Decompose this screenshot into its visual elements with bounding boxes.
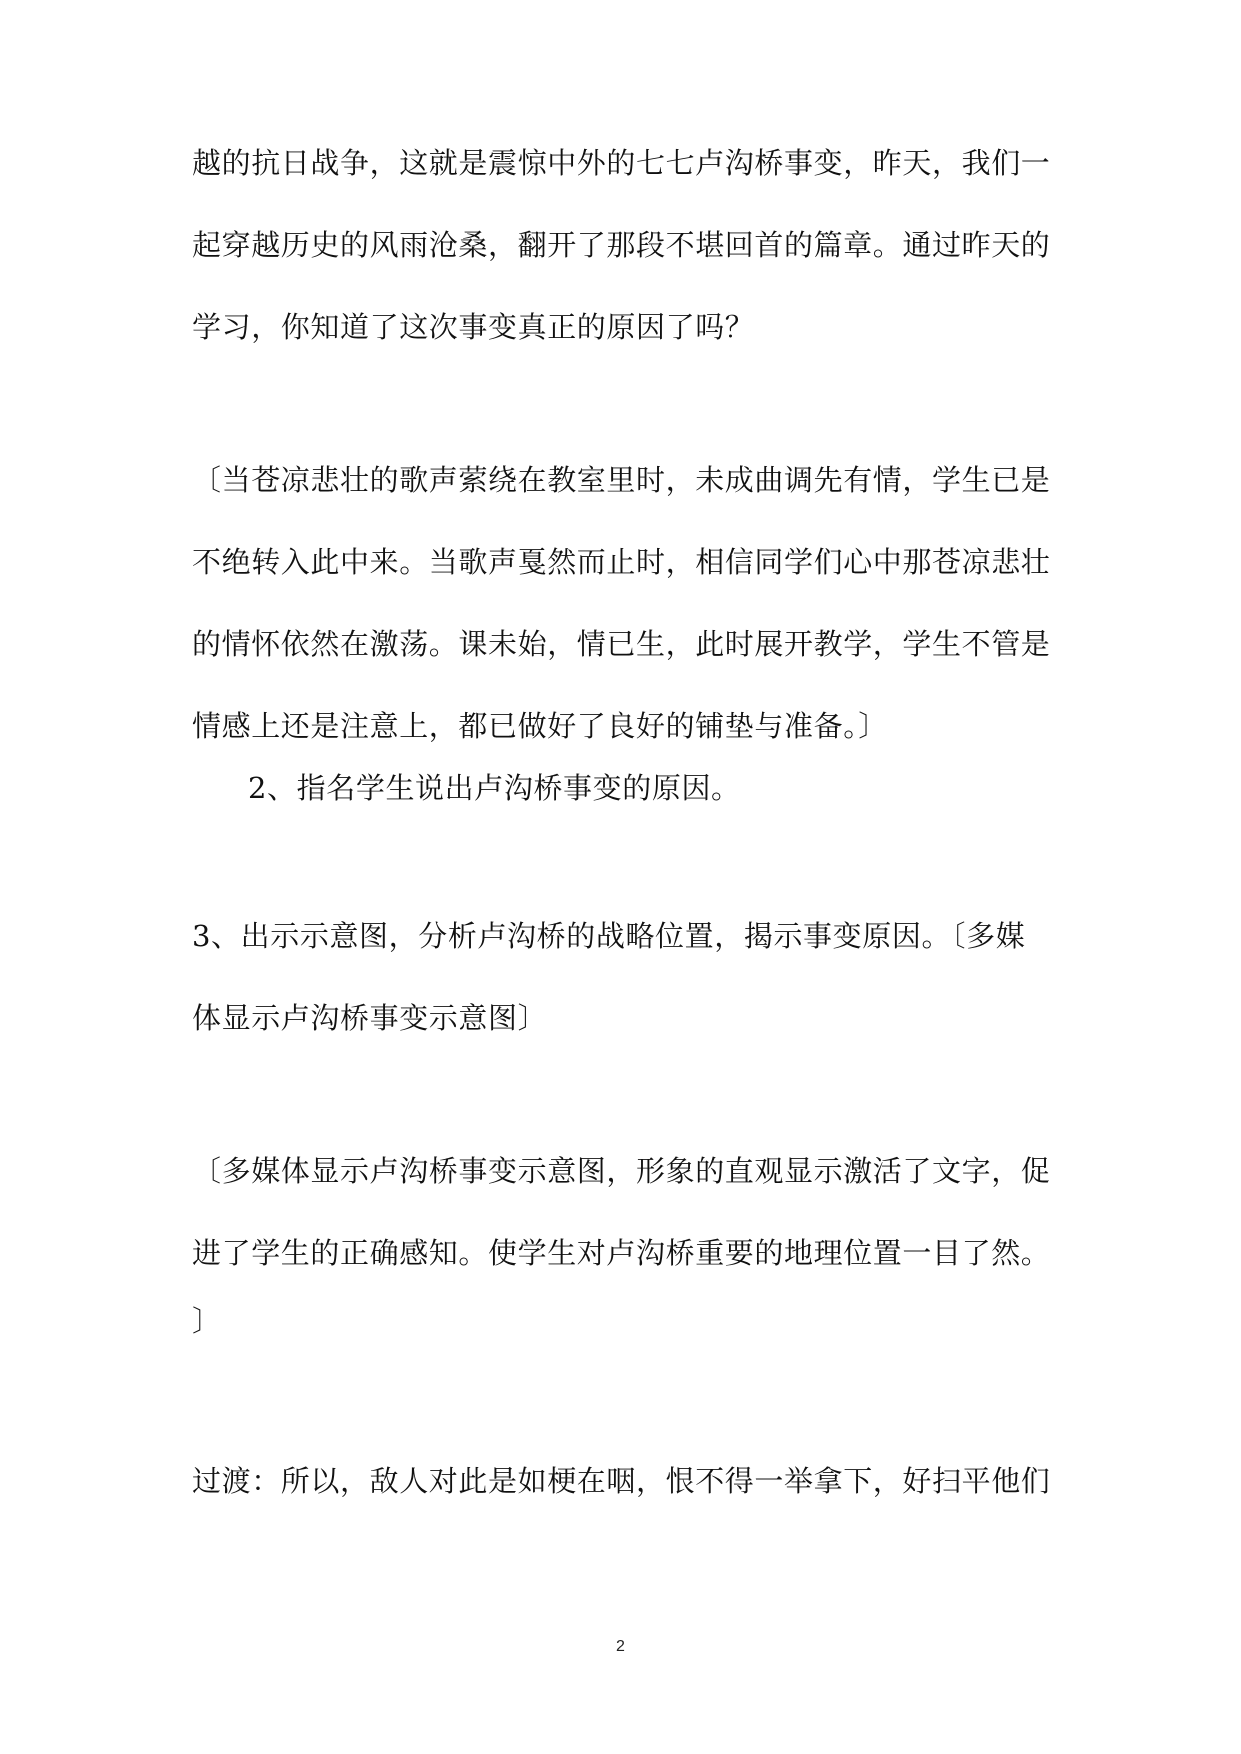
text-line: 〕 — [192, 1304, 222, 1338]
text-line: 的情怀依然在激荡。课未始，情已生，此时展开教学，学生不管是 — [192, 627, 1051, 661]
text-line: 〔多媒体显示卢沟桥事变示意图，形象的直观显示激活了文字，促 — [192, 1154, 1051, 1188]
text-line: 过渡：所以，敌人对此是如梗在咽，恨不得一举拿下，好扫平他们 — [192, 1464, 1051, 1498]
text-line: 越的抗日战争，这就是震惊中外的七七卢沟桥事变，昨天，我们一 — [192, 146, 1051, 180]
page-number: 2 — [616, 1638, 625, 1655]
text-line: 进了学生的正确感知。使学生对卢沟桥重要的地理位置一目了然。 — [192, 1236, 1051, 1270]
text-line: 情感上还是注意上，都已做好了良好的铺垫与准备。〕 — [192, 709, 888, 743]
text-line: 不绝转入此中来。当歌声戛然而止时，相信同学们心中那苍凉悲壮 — [192, 545, 1051, 579]
text-line: 〔当苍凉悲壮的歌声萦绕在教室里时，未成曲调先有情，学生已是 — [192, 463, 1051, 497]
text-line: 2、指名学生说出卢沟桥事变的原因。 — [248, 771, 741, 805]
text-line: 3、出示示意图，分析卢沟桥的战略位置，揭示事变原因。〔多媒 — [192, 919, 1026, 953]
text-line: 起穿越历史的风雨沧桑，翻开了那段不堪回首的篇章。通过昨天的 — [192, 228, 1051, 262]
text-line: 学习，你知道了这次事变真正的原因了吗？ — [192, 310, 755, 344]
text-line: 体显示卢沟桥事变示意图〕 — [192, 1001, 548, 1035]
